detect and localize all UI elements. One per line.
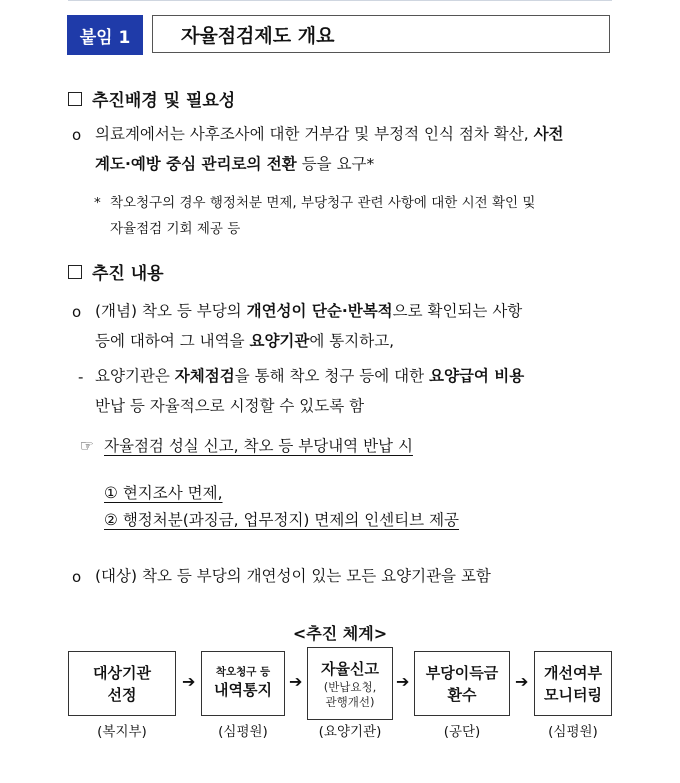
- right-arrow-icon: ➔: [396, 672, 410, 691]
- background-line-2: [95, 149, 619, 179]
- text-span-bold: 자체점검: [174, 367, 235, 385]
- background-line-1: [95, 119, 619, 149]
- step-organization: (요양기관): [318, 724, 382, 740]
- circle-bullet-icon: o: [72, 126, 82, 144]
- step-organization: (심평원): [218, 724, 268, 740]
- flow-step-recover-gains: [414, 651, 510, 716]
- step-organization: (심평원): [548, 724, 598, 740]
- right-arrow-icon: ➔: [515, 672, 529, 691]
- step-sublabel: (반납요청,: [323, 679, 377, 694]
- step-label: 개선여부: [544, 663, 602, 682]
- flow-step-monitoring: [534, 651, 612, 716]
- concept-line-1: [95, 296, 619, 326]
- flow-step-notify-details: [201, 651, 285, 716]
- right-arrow-icon: ➔: [182, 672, 196, 691]
- incentive-item-2: ② 행정처분(과징금, 업무정지) 면제의 인센티브 제공: [104, 511, 460, 529]
- section-heading-content: [68, 259, 164, 284]
- target-paragraph: (대상) 착오 등 부당의 개연성이 있는 모든 요양기관을 포함: [95, 567, 491, 585]
- text-span: 을 통해 착오 청구 등에 대한: [234, 367, 429, 385]
- text-span: 에 통지하고,: [309, 332, 395, 350]
- incentive-condition: 자율점검 성실 신고, 착오 등 부당내역 반납 시: [104, 437, 413, 455]
- text-span: 등을 요구*: [296, 155, 375, 173]
- text-span-bold: 개연성이 단순·반복적: [246, 302, 393, 320]
- self-check-line-2: 반납 등 자율적으로 시정할 수 있도록 함: [95, 397, 365, 415]
- section-heading-text: 추진배경 및 필요성: [92, 91, 236, 111]
- concept-paragraph: [95, 296, 619, 356]
- text-span: 으로 확인되는 사항: [392, 302, 523, 320]
- text-span-bold: 계도·예방 중심 관리로의 전환: [95, 155, 297, 173]
- circle-bullet-icon: o: [72, 303, 82, 321]
- incentive-item-1: ① 현지조사 면제,: [104, 484, 223, 502]
- circle-bullet-icon: o: [72, 568, 82, 586]
- checkbox-square-icon: [68, 92, 82, 106]
- text-span: 요양기관은: [95, 367, 175, 385]
- self-check-line-1: [95, 361, 619, 391]
- step-organization: (공단): [443, 724, 481, 740]
- step-sublabel: 관행개선): [325, 694, 375, 709]
- flow-step-self-report: [307, 647, 393, 720]
- step-label: 내역통지: [214, 681, 272, 699]
- right-arrow-icon: ➔: [289, 672, 303, 691]
- step-label: 대상기관: [93, 663, 151, 682]
- step-label: 자율신고: [321, 659, 379, 678]
- footnote-line-2: 자율점검 기회 제공 등: [110, 221, 241, 237]
- pointing-hand-icon: ☞: [80, 437, 94, 455]
- page-title: 자율점검제도 개요: [152, 15, 610, 53]
- flow-title: <추진 체계>: [292, 624, 388, 643]
- step-label: 모니터링: [544, 685, 602, 704]
- attachment-badge: 붙임 1: [67, 15, 143, 55]
- text-span: 등에 대하여 그 내역을: [95, 332, 250, 350]
- step-label: 선정: [107, 685, 137, 704]
- background-footnote: [110, 190, 620, 242]
- background-paragraph: [95, 119, 619, 179]
- flow-step-select-institution: [68, 651, 176, 716]
- step-label: 부당이득금: [425, 663, 499, 682]
- section-heading-background: [68, 86, 235, 111]
- footnote-line-1: 착오청구의 경우 행정처분 면제, 부당청구 관련 사항에 대한 시전 확인 및: [110, 195, 536, 211]
- self-check-paragraph: [95, 361, 619, 421]
- text-span-bold: 요양급여 비용: [428, 367, 525, 385]
- concept-line-2: [95, 326, 619, 356]
- text-span-bold: 사전: [533, 125, 564, 143]
- text-span-bold: 요양기관: [249, 332, 310, 350]
- note-asterisk: *: [94, 195, 101, 211]
- text-span: 의료계에서는 사후조사에 대한 거부감 및 부정적 인식 점차 확산,: [95, 125, 534, 143]
- step-sublabel: 착오청구 등: [215, 666, 271, 678]
- text-span: (개념) 착오 등 부당의: [95, 302, 247, 320]
- step-label: 환수: [447, 685, 477, 704]
- dash-bullet-icon: -: [78, 368, 84, 386]
- top-rule: [68, 0, 612, 1]
- section-heading-text: 추진 내용: [92, 264, 164, 284]
- step-organization: (복지부): [97, 724, 147, 740]
- checkbox-square-icon: [68, 265, 82, 279]
